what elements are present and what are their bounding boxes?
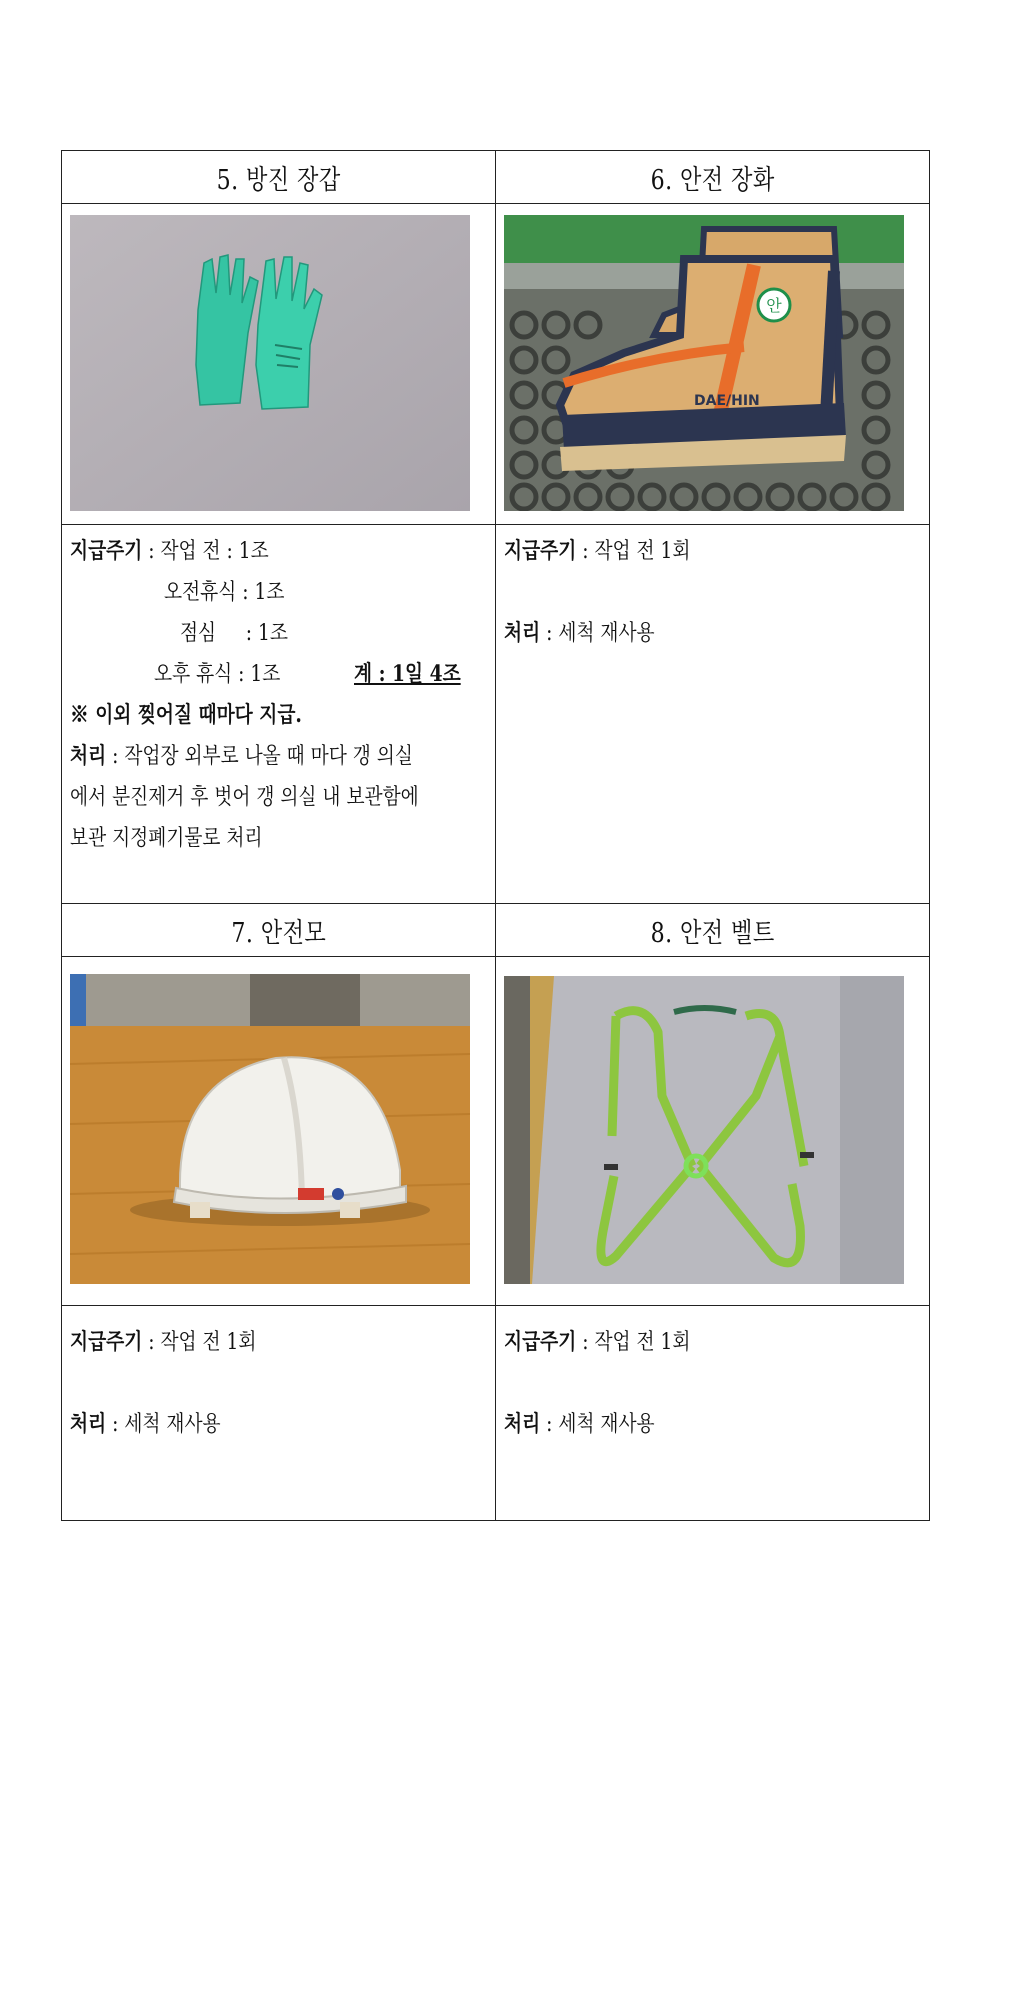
item-7-cycle: 지급주기 : 작업 전 1회: [70, 1329, 257, 1355]
item-5-total: 계 : 1일 4조: [354, 661, 461, 687]
boots-photo: [504, 215, 904, 511]
item-5-note: ※ 이외 찢어질 때마다 지급.: [70, 702, 302, 728]
harness-photo: [504, 976, 904, 1284]
item-7-info: [62, 1306, 496, 1521]
item-8-cycle: 지급주기 : 작업 전 1회: [504, 1329, 691, 1355]
item-5-disposal: 처리 : 작업장 외부로 나올 때 마다 갱 의실: [70, 743, 413, 769]
item-5-cycle: 지급주기 : 작업 전 : 1조: [70, 538, 269, 564]
item-6-image-cell: [496, 204, 930, 525]
item-6-disposal: 처리 : 세척 재사용: [504, 620, 655, 646]
item-6-cycle: 지급주기 : 작업 전 1회: [504, 538, 691, 564]
item-5-break-afternoon: 오후 휴식 : 1조 계 : 1일 4조: [70, 654, 487, 695]
item-8-info: [496, 1306, 930, 1521]
item-5-image-cell: [62, 204, 496, 525]
item-5-info: [62, 525, 496, 904]
svg-text:DAE/HIN: DAE/HIN: [694, 393, 760, 409]
item-8-disposal: 처리 : 세척 재사용: [504, 1411, 655, 1437]
item-5-disposal-line3: 보관 지정폐기물로 처리: [70, 826, 263, 851]
item-5-title: 5. 방진 장갑: [62, 151, 496, 204]
item-8-title: 8. 안전 벨트: [496, 904, 930, 957]
gloves-photo: [70, 215, 470, 511]
item-5-disposal-line2: 에서 분진제거 후 벗어 갱 의실 내 보관함에: [70, 785, 419, 810]
item-6-info: [496, 525, 930, 904]
helmet-photo: [70, 974, 470, 1284]
svg-text:안: 안: [766, 296, 782, 315]
item-5-break-morning: 오전휴식 : 1조: [164, 580, 285, 605]
item-7-disposal: 처리 : 세척 재사용: [70, 1411, 221, 1437]
item-6-title: 6. 안전 장화: [496, 151, 930, 204]
item-7-title: 7. 안전모: [62, 904, 496, 957]
item-8-image-cell: [496, 957, 930, 1306]
item-7-image-cell: [62, 957, 496, 1306]
ppe-table: [61, 150, 930, 1521]
item-5-break-lunch: 점심 : 1조: [174, 621, 289, 646]
